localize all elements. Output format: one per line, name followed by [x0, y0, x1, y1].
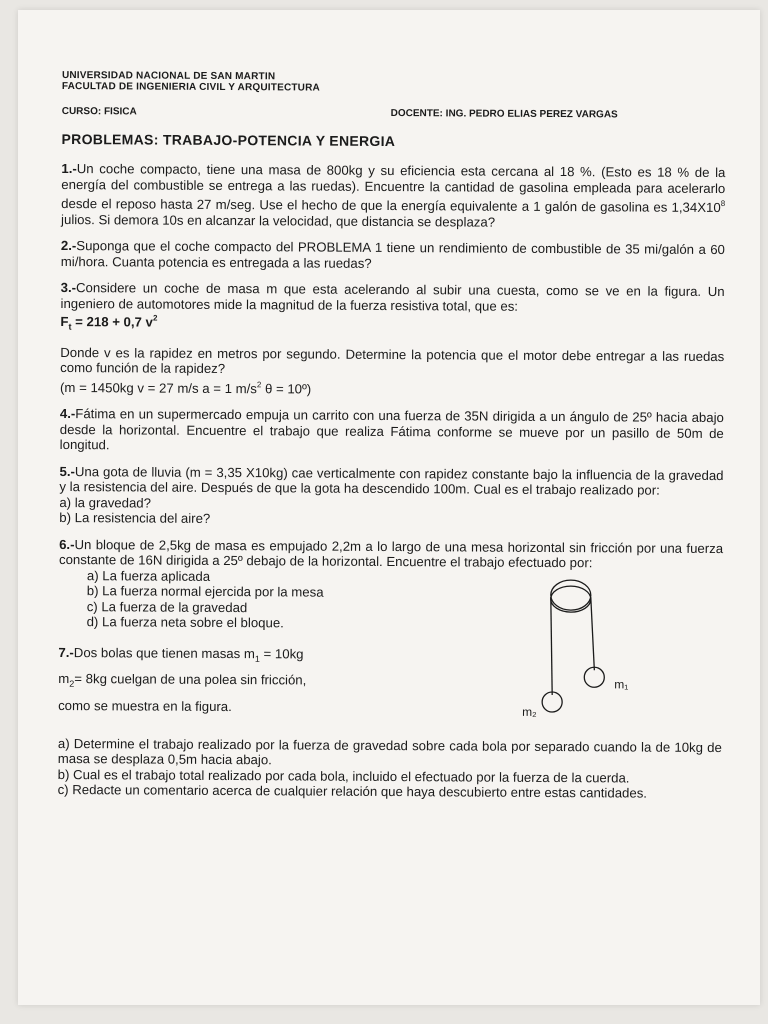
problem-3-number: 3.- — [60, 279, 77, 296]
header — [62, 70, 726, 121]
problem-3-givens — [60, 376, 724, 400]
page-title: PROBLEMAS: TRABAJO-POTENCIA Y ENERGIA — [61, 130, 396, 150]
problem-2-body: Suponga que el coche compacto del PROBLEMA 1 tiene un rendimiento de combustible de 35 mi/galón a 60 mi/hora. Cuanta potencia es entregada a las ruedas? — [60, 238, 725, 271]
problem-4-number: 4.- — [59, 406, 76, 422]
problem-5-option-b: b) La resistencia del aire? — [59, 510, 211, 527]
problem-7 — [58, 642, 723, 802]
problem-6-option-d: d) La fuerza neta sobre el bloque. — [86, 614, 284, 631]
problem-7-line2-a: m — [58, 671, 70, 687]
problem-1 — [61, 161, 725, 231]
problem-7-line1-a: Dos bolas que tienen masas m — [73, 644, 255, 661]
givens-b: θ = 10º) — [261, 380, 312, 397]
problem-1-text-a: Un coche compacto, tiene una masa de 800kg y su eficiencia esta cercana al 18 %. (Esto es 18 % de la energía del combustible se entrega a las ruedas). Encuentre la cantidad de gasolina empleada para acelerarlo desde el reposo hasta 27 m/seg. Use el hecho de que la energía equivalente a 1 galón de gasolina es 1,34X10 — [61, 161, 726, 216]
problem-3-text-2: Donde v es la rapidez en metros por segundo. Determine la potencia que el motor debe entregar a las ruedas como función de la rapidez? — [60, 344, 725, 377]
problem-6-number: 6.- — [59, 536, 75, 552]
resistive-force-formula — [60, 313, 724, 336]
problem-6-text — [59, 537, 723, 572]
problem-7-statement — [58, 642, 722, 726]
university-name: UNIVERSIDAD NACIONAL DE SAN MARTIN — [61, 70, 276, 83]
problem-7-line1-b: = 10kg — [259, 645, 304, 662]
label-m2: m₂ — [522, 704, 537, 719]
problem-5-option-a: a) la gravedad? — [59, 494, 152, 511]
problem-2 — [61, 238, 725, 273]
formula-body: = 218 + 0,7 v — [71, 314, 153, 330]
problem-7-line-3: como se muestra en la figura. — [58, 697, 232, 714]
document-content — [58, 70, 726, 802]
givens-exponent: 2 — [256, 379, 262, 389]
faculty-name: FACULTAD DE INGENIERIA CIVIL Y ARQUITECTURA — [61, 80, 320, 94]
problem-7-question-a: a) Determine el trabajo realizado por la fuerza de gravedad sobre cada bola por separado cuando la de 10kg de masa se desplaza 0,5m hacia abajo. — [57, 735, 722, 768]
problem-7-text — [58, 642, 458, 720]
problem-4 — [60, 406, 724, 457]
problem-7-number: 7.- — [58, 644, 74, 660]
problem-4-body: Fátima en un supermercado empuja un carrito con una fuerza de 35N dirigida a un ángulo de 25º hacia abajo desde la horizontal. Encuentre el trabajo que realiza Fátima conforme se mueve por un pasillo de 50m de longitud. — [59, 406, 724, 453]
problem-1-text-b: julios. Si demora 10s en alcanzar la velocidad, que distancia se desplaza? — [61, 211, 496, 230]
problem-5-text — [59, 464, 723, 499]
pulley-wheel-outer — [551, 580, 591, 610]
formula-exponent: 2 — [152, 313, 158, 323]
problem-6-option-a: a) La fuerza aplicada — [86, 567, 211, 584]
problem-1-text — [61, 161, 725, 231]
problem-7-line-1 — [58, 642, 458, 671]
problem-6-body: Un bloque de 2,5kg de masa es empujado 2,2m a lo largo de una mesa horizontal sin fricción por una fuerza constante de 16N dirigida a 25º debajo de la horizontal. Encuentre el trabajo efectuado por: — [58, 536, 724, 571]
problem-5-body: Una gota de lluvia (m = 3,35 X10kg) cae verticalmente con rapidez constante bajo la influencia de la gravedad y la resistencia del aire. Después de que la gota ha descendido 100m. Cual es el trabajo realizado por: — [59, 463, 724, 498]
problem-2-text — [61, 238, 725, 273]
problem-7-question-c: c) Redacte un comentario acerca de cualquier relación que haya descubierto entre estas cantidades. — [57, 782, 648, 801]
problem-7-question-b: b) Cual es el trabajo total realizado por cada bola, incluido el efectuado por la fuerza de la cuerda. — [57, 766, 630, 786]
problem-7-line2-sub: 2 — [69, 678, 75, 690]
teacher-label: DOCENTE: ING. PEDRO ELIAS PEREZ VARGAS — [390, 108, 618, 121]
problem-1-number: 1.- — [61, 160, 77, 177]
problem-7-line1-sub: 1 — [254, 653, 260, 664]
problem-3 — [60, 280, 725, 399]
problem-4-text — [60, 406, 724, 457]
formula-f: F — [60, 313, 69, 330]
formula-sub: t — [68, 321, 72, 332]
problem-6-option-c: c) La fuerza de la gravedad — [86, 598, 248, 615]
rope-right — [590, 597, 594, 670]
pulley-figure — [522, 577, 669, 723]
label-m1: m₁ — [614, 677, 629, 692]
problem-7-questions — [58, 736, 722, 802]
problem-7-line-2 — [58, 668, 458, 697]
problem-3-text — [61, 280, 725, 315]
problem-1-exponent: 8 — [720, 199, 726, 209]
rope-left — [550, 597, 553, 695]
problem-5 — [59, 464, 723, 530]
course-row — [62, 106, 726, 121]
pulley-wheel-inner — [551, 586, 591, 612]
problem-2-number: 2.- — [60, 237, 77, 254]
problem-7-line2-b: = 8kg cuelgan de una polea sin fricción, — [74, 671, 307, 688]
problem-5-number: 5.- — [59, 463, 75, 479]
paper-sheet — [18, 10, 760, 1005]
problem-6-option-b: b) La fuerza normal ejercida por la mesa — [86, 583, 324, 600]
givens-a: (m = 1450kg v = 27 m/s a = 1 m/s — [60, 379, 257, 396]
course-label: CURSO: FISICA — [61, 105, 137, 118]
pulley-diagram — [528, 577, 669, 723]
problem-3-body: Considere un coche de masa m que esta acelerando al subir una cuesta, como se ve en la figura. Un ingeniero de automotores mide la magnitud de la fuerza resistiva total, que es: — [60, 280, 725, 314]
